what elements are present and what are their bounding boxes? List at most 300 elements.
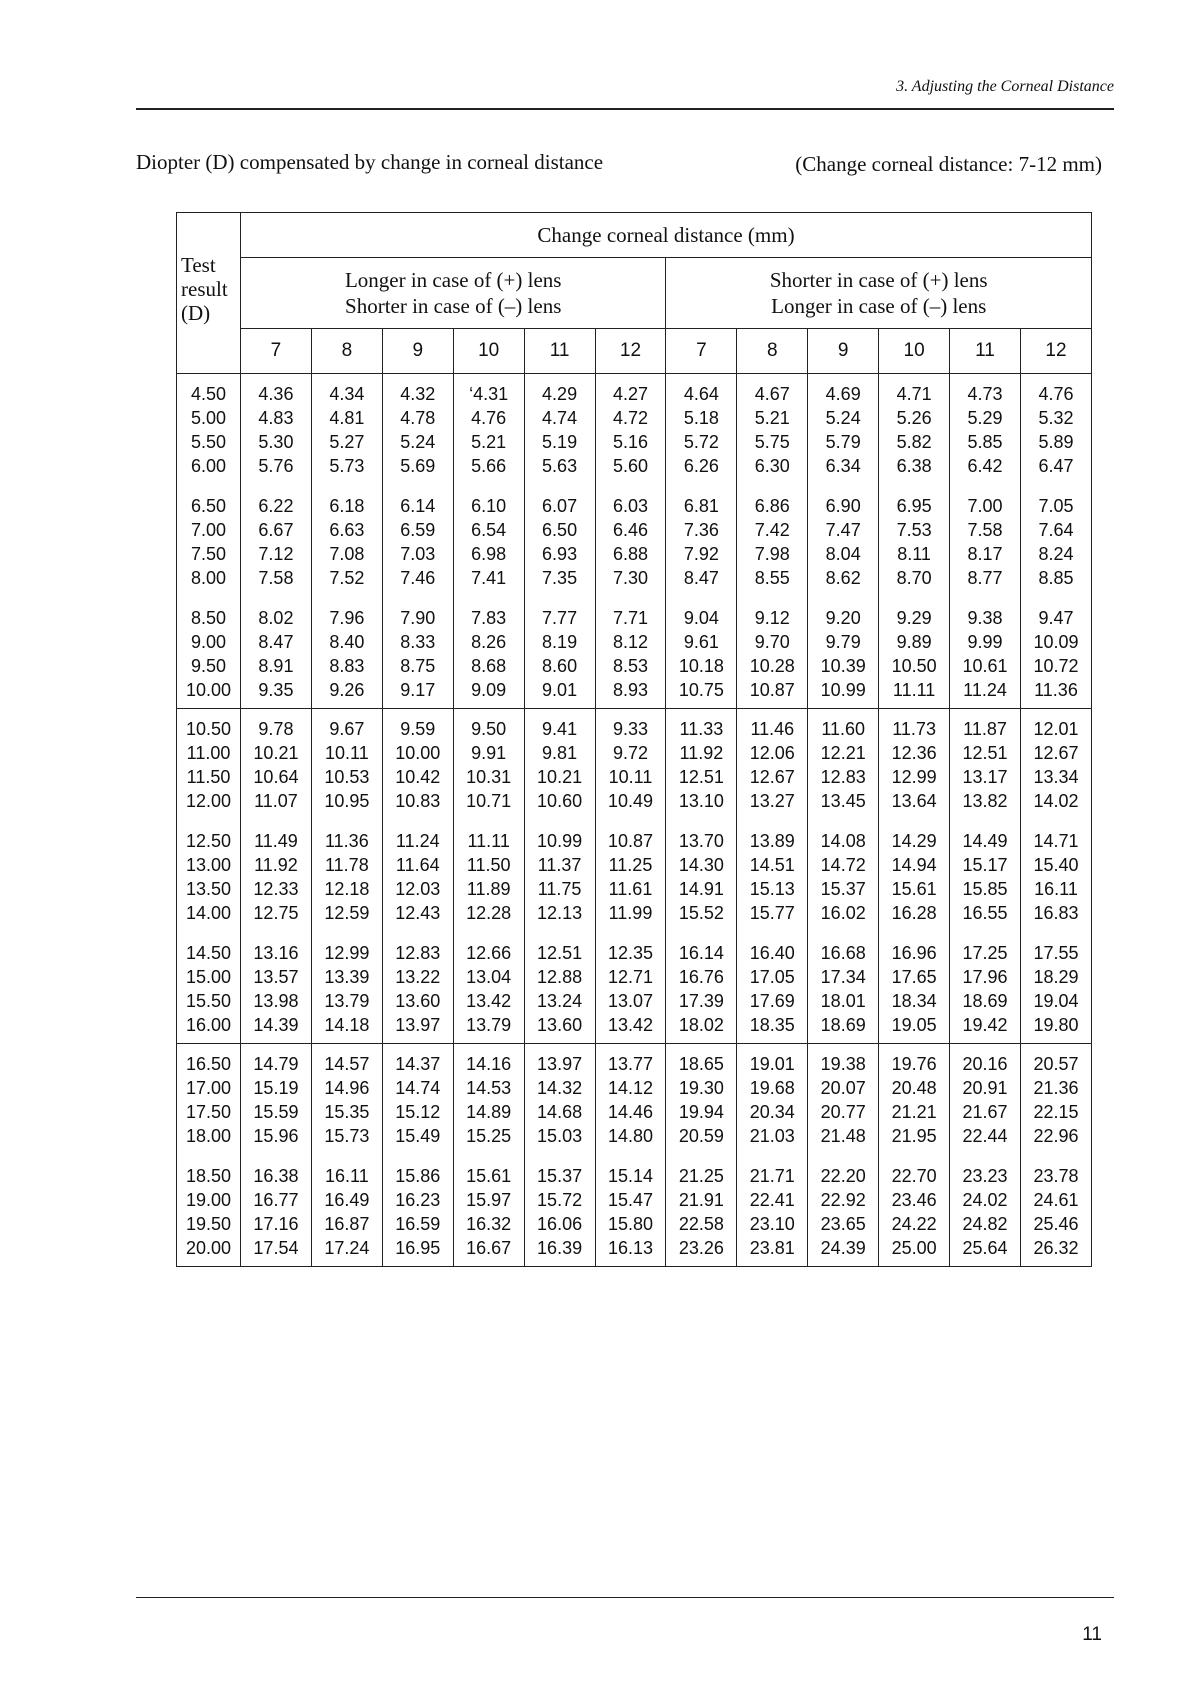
compensated-value: 25.64 — [962, 1238, 1008, 1258]
compensated-value: 7.96 — [329, 608, 365, 628]
compensated-value: 8.33 — [400, 632, 436, 652]
compensated-value: 5.19 — [542, 432, 578, 452]
value-cell — [453, 1044, 524, 1267]
compensated-value: 11.50 — [466, 855, 511, 875]
value-cell — [737, 374, 808, 709]
compensated-value: 18.34 — [891, 991, 937, 1011]
row-group-gap — [808, 478, 878, 494]
test-result-value: 8.50 — [190, 608, 227, 628]
compensated-value: 14.29 — [891, 831, 937, 851]
compensated-value: 4.81 — [329, 408, 365, 428]
compensated-value: 9.70 — [754, 632, 790, 652]
compensated-value: 17.65 — [891, 967, 937, 987]
compensated-value: 12.18 — [324, 879, 370, 899]
compensated-value: 21.48 — [820, 1126, 866, 1146]
compensated-value: 5.29 — [967, 408, 1003, 428]
compensated-value: 13.79 — [324, 991, 370, 1011]
compensated-value: 8.24 — [1038, 544, 1074, 564]
value-cell — [382, 374, 453, 709]
compensated-value: 8.04 — [825, 544, 861, 564]
compensated-value: 12.43 — [395, 903, 441, 923]
test-result-value: 10.50 — [185, 719, 232, 739]
compensated-value: 14.49 — [962, 831, 1008, 851]
compensated-value: 12.36 — [891, 743, 937, 763]
compensated-value: 6.81 — [683, 496, 719, 516]
row-group-gap — [950, 478, 1020, 494]
compensated-value: 10.39 — [820, 656, 866, 676]
compensated-value: 4.83 — [258, 408, 294, 428]
compensated-value: 11.24 — [395, 831, 440, 851]
column-header: 11 — [950, 329, 1021, 374]
compensated-value: 23.81 — [749, 1238, 795, 1258]
compensated-value: 9.47 — [1038, 608, 1074, 628]
test-result-value: 19.50 — [185, 1214, 232, 1234]
compensated-value: 13.45 — [820, 791, 866, 811]
compensated-value: 13.34 — [1033, 767, 1079, 787]
running-header: 3. Adjusting the Corneal Distance — [896, 78, 1114, 95]
value-cell — [808, 374, 879, 709]
compensated-value: 14.16 — [466, 1054, 512, 1074]
row-group-gap — [596, 590, 666, 606]
compensated-value: 10.87 — [749, 680, 795, 700]
compensated-value: 12.83 — [395, 943, 441, 963]
row-group-gap — [1021, 925, 1091, 941]
compensated-value: 15.12 — [395, 1102, 441, 1122]
compensated-value: 20.48 — [891, 1078, 937, 1098]
row-group-gap — [312, 813, 382, 829]
compensated-value: 13.97 — [395, 1015, 441, 1035]
compensated-value: 8.68 — [471, 656, 507, 676]
compensated-value: 15.97 — [466, 1190, 512, 1210]
group-header-line: Longer in case of (+) lens — [344, 268, 562, 292]
compensated-value: 21.67 — [962, 1102, 1008, 1122]
compensated-value: 9.72 — [612, 743, 648, 763]
compensated-value: 23.78 — [1033, 1166, 1079, 1186]
compensated-value: 9.91 — [471, 743, 507, 763]
test-result-value: 14.50 — [185, 943, 232, 963]
compensated-value: 17.34 — [820, 967, 866, 987]
value-cell — [737, 1044, 808, 1267]
compensated-value: 11.24 — [963, 680, 1007, 700]
compensated-value: 5.63 — [542, 456, 578, 476]
compensated-value: 11.11 — [892, 680, 936, 700]
compensated-value: 18.01 — [820, 991, 866, 1011]
compensated-value: 4.64 — [683, 384, 719, 404]
compensated-value: 6.14 — [400, 496, 436, 516]
compensated-value: 13.98 — [253, 991, 299, 1011]
row-group-gap — [596, 925, 666, 941]
compensated-value: 6.59 — [400, 520, 436, 540]
compensated-value: 6.88 — [612, 544, 648, 564]
compensated-value: 4.36 — [258, 384, 294, 404]
compensated-value: 11.36 — [325, 831, 369, 851]
test-result-value: 9.50 — [190, 656, 227, 676]
compensated-value: 15.03 — [537, 1126, 583, 1146]
row-group-gap — [383, 925, 453, 941]
compensated-value: 9.20 — [825, 608, 861, 628]
test-result-cell — [177, 709, 241, 1044]
compensated-value: 6.03 — [612, 496, 648, 516]
compensated-value: 11.99 — [608, 903, 653, 923]
compensated-value: 15.61 — [466, 1166, 512, 1186]
row-group-gap — [241, 813, 311, 829]
compensated-value: 11.92 — [254, 855, 298, 875]
table-section — [177, 709, 1092, 1044]
compensated-value: 6.47 — [1038, 456, 1074, 476]
compensated-value: 14.53 — [466, 1078, 512, 1098]
compensated-value: 9.38 — [967, 608, 1003, 628]
compensated-value: 5.72 — [683, 432, 719, 452]
compensated-value: 16.40 — [749, 943, 795, 963]
test-result-value: 9.00 — [190, 632, 227, 652]
test-result-cell — [177, 374, 241, 709]
column-header: 7 — [241, 329, 312, 374]
compensated-value: 21.25 — [678, 1166, 724, 1186]
row-group-gap — [666, 590, 736, 606]
compensated-value: 4.69 — [825, 384, 861, 404]
compensated-value: 5.66 — [471, 456, 507, 476]
test-result-value: 16.00 — [185, 1015, 232, 1035]
compensated-value: 15.47 — [607, 1190, 653, 1210]
row-group-gap — [454, 1148, 524, 1164]
compensated-value: 15.25 — [466, 1126, 512, 1146]
compensated-value: 9.12 — [754, 608, 790, 628]
compensated-value: 9.04 — [683, 608, 719, 628]
compensated-value: 13.27 — [749, 791, 795, 811]
compensated-value: 7.00 — [967, 496, 1003, 516]
column-header: 10 — [453, 329, 524, 374]
test-result-cell — [177, 1044, 241, 1267]
compensated-value: 10.75 — [678, 680, 724, 700]
table-range-note: (Change corneal distance: 7-12 mm) — [795, 152, 1102, 176]
compensated-value: 6.54 — [471, 520, 507, 540]
compensated-value: 15.52 — [678, 903, 724, 923]
row-group-gap — [454, 925, 524, 941]
compensated-value: 23.10 — [749, 1214, 795, 1234]
test-result-value: 15.50 — [185, 991, 232, 1011]
compensated-value: 6.10 — [471, 496, 507, 516]
compensated-value: 10.21 — [253, 743, 299, 763]
row-group-gap — [525, 925, 595, 941]
compensated-value: 11.92 — [679, 743, 724, 763]
compensated-value: 10.49 — [607, 791, 653, 811]
value-cell — [241, 1044, 312, 1267]
compensated-value: 9.61 — [683, 632, 719, 652]
compensated-value: 6.50 — [542, 520, 578, 540]
compensated-value: 15.73 — [324, 1126, 370, 1146]
row-group-gap — [950, 590, 1020, 606]
compensated-value: 6.46 — [612, 520, 648, 540]
compensated-value: 4.29 — [542, 384, 578, 404]
test-result-value: 14.00 — [185, 903, 232, 923]
compensated-value: 12.66 — [466, 943, 512, 963]
row-group-gap — [666, 1148, 736, 1164]
column-header: 9 — [808, 329, 879, 374]
header-rule — [136, 108, 1114, 110]
compensated-value: 18.02 — [678, 1015, 724, 1035]
compensated-value: 11.11 — [467, 831, 510, 851]
compensated-value: 13.57 — [253, 967, 299, 987]
compensated-value: 7.08 — [329, 544, 365, 564]
value-cell — [595, 374, 666, 709]
compensated-value: 12.21 — [820, 743, 866, 763]
compensated-value: 5.79 — [825, 432, 861, 452]
compensated-value: 5.30 — [258, 432, 294, 452]
compensated-value: 12.75 — [253, 903, 299, 923]
compensated-value: 15.96 — [253, 1126, 299, 1146]
compensated-value: 13.70 — [678, 831, 724, 851]
compensated-value: 12.51 — [537, 943, 583, 963]
compensated-value: 13.22 — [395, 967, 441, 987]
compensated-value: 10.31 — [466, 767, 512, 787]
compensated-value: 10.83 — [395, 791, 441, 811]
compensated-value: 15.85 — [962, 879, 1008, 899]
compensated-value: 8.26 — [471, 632, 507, 652]
compensated-value: 15.72 — [537, 1190, 583, 1210]
compensated-value: 19.04 — [1033, 991, 1079, 1011]
compensated-value: 7.36 — [683, 520, 719, 540]
value-cell — [311, 374, 382, 709]
compensated-value: 10.99 — [537, 831, 583, 851]
compensated-value: 12.33 — [253, 879, 299, 899]
compensated-value: 5.24 — [825, 408, 861, 428]
compensated-value: 24.61 — [1033, 1190, 1079, 1210]
compensated-value: 12.67 — [749, 767, 795, 787]
compensated-value: 16.38 — [253, 1166, 299, 1186]
compensated-value: 6.34 — [825, 456, 861, 476]
compensated-value: 22.58 — [678, 1214, 724, 1234]
compensated-value: 9.33 — [612, 719, 648, 739]
compensated-value: 8.19 — [542, 632, 578, 652]
compensated-value: 9.79 — [825, 632, 861, 652]
compensated-value: 10.64 — [253, 767, 299, 787]
compensated-value: 14.37 — [395, 1054, 441, 1074]
compensated-value: 8.62 — [825, 568, 861, 588]
group-header-line: Longer in case of (–) lens — [771, 294, 987, 318]
compensated-value: 9.59 — [400, 719, 436, 739]
compensated-value: 12.88 — [537, 967, 583, 987]
column-header: 8 — [737, 329, 808, 374]
compensated-value: 7.90 — [400, 608, 436, 628]
value-cell — [1020, 1044, 1091, 1267]
value-cell — [950, 374, 1021, 709]
compensated-value: 20.77 — [820, 1102, 866, 1122]
test-result-value: 16.50 — [185, 1054, 232, 1074]
test-result-header — [177, 213, 241, 374]
compensated-value: 11.78 — [325, 855, 369, 875]
test-result-value: 4.50 — [190, 384, 227, 404]
compensated-value: 24.02 — [962, 1190, 1008, 1210]
value-cell — [1020, 709, 1091, 1044]
compensated-value: 12.13 — [537, 903, 583, 923]
compensated-value: 17.69 — [749, 991, 795, 1011]
compensated-value: 15.13 — [749, 879, 795, 899]
compensated-value: 14.68 — [537, 1102, 583, 1122]
compensated-value: 5.21 — [471, 432, 507, 452]
compensated-value: 5.21 — [754, 408, 790, 428]
compensated-value: 13.89 — [749, 831, 795, 851]
compensated-value: 19.30 — [678, 1078, 724, 1098]
compensated-value: 9.99 — [967, 632, 1003, 652]
row-group-gap — [383, 478, 453, 494]
value-cell — [595, 709, 666, 1044]
row-group-gap — [241, 478, 311, 494]
compensated-value: 7.41 — [471, 568, 507, 588]
compensated-value: 12.59 — [324, 903, 370, 923]
compensated-value: 7.53 — [896, 520, 932, 540]
test-result-value: 6.00 — [190, 456, 227, 476]
compensated-value: 25.00 — [891, 1238, 937, 1258]
compensated-value: 4.27 — [612, 384, 648, 404]
compensated-value: 6.90 — [825, 496, 861, 516]
compensated-value: 4.34 — [329, 384, 365, 404]
compensated-value: 16.96 — [891, 943, 937, 963]
compensated-value: 18.29 — [1033, 967, 1079, 987]
compensated-value: 4.76 — [1038, 384, 1074, 404]
compensated-value: 12.01 — [1033, 719, 1079, 739]
compensated-value: 14.12 — [607, 1078, 653, 1098]
compensated-value: 5.76 — [258, 456, 294, 476]
value-cell — [1020, 374, 1091, 709]
compensated-value: 9.26 — [329, 680, 365, 700]
compensated-value: 8.12 — [612, 632, 648, 652]
compensated-value: 13.64 — [891, 791, 937, 811]
compensated-value: 5.16 — [612, 432, 648, 452]
compensated-value: 20.59 — [678, 1126, 724, 1146]
compensated-value: 22.41 — [749, 1190, 795, 1210]
compensated-value: 21.36 — [1033, 1078, 1079, 1098]
compensated-value: 11.73 — [892, 719, 936, 739]
compensated-value: 14.79 — [253, 1054, 299, 1074]
compensated-value: 18.69 — [820, 1015, 866, 1035]
row-group-gap — [950, 813, 1020, 829]
column-header: 7 — [666, 329, 737, 374]
group-header-line: Shorter in case of (–) lens — [345, 294, 562, 318]
compensated-value: 7.05 — [1038, 496, 1074, 516]
compensated-value: 13.79 — [466, 1015, 512, 1035]
row-group-gap — [454, 590, 524, 606]
compensated-value: 15.59 — [253, 1102, 299, 1122]
compensated-value: 7.58 — [258, 568, 294, 588]
compensated-value: 4.73 — [967, 384, 1003, 404]
compensated-value: 4.78 — [400, 408, 436, 428]
compensated-value: 7.52 — [329, 568, 365, 588]
compensated-value: 21.95 — [891, 1126, 937, 1146]
compensated-value: 22.70 — [891, 1166, 937, 1186]
compensated-value: 6.18 — [329, 496, 365, 516]
row-group-gap — [808, 925, 878, 941]
compensated-value: 10.87 — [607, 831, 653, 851]
compensated-value: 7.46 — [400, 568, 436, 588]
compensated-value: 15.49 — [395, 1126, 441, 1146]
compensated-value: 8.77 — [967, 568, 1003, 588]
compensated-value: 14.91 — [678, 879, 724, 899]
test-result-value: 17.50 — [185, 1102, 232, 1122]
compensated-value: 14.96 — [324, 1078, 370, 1098]
table-caption: Diopter (D) compensated by change in corneal distance — [136, 150, 604, 174]
row-group-gap — [454, 813, 524, 829]
row-group-gap — [177, 590, 240, 606]
compensated-value: 15.37 — [820, 879, 866, 899]
page-number: 11 — [1082, 1624, 1102, 1645]
compensated-value: 6.93 — [542, 544, 578, 564]
compensated-value: 21.03 — [749, 1126, 795, 1146]
compensated-value: 23.65 — [820, 1214, 866, 1234]
compensated-value: 12.35 — [607, 943, 653, 963]
compensated-value: 9.50 — [471, 719, 507, 739]
compensated-value: 21.71 — [749, 1166, 795, 1186]
compensated-value: 11.87 — [963, 719, 1007, 739]
compensated-value: 16.11 — [1034, 879, 1078, 899]
compensated-value: 16.77 — [253, 1190, 299, 1210]
test-result-value: 11.00 — [186, 743, 231, 763]
compensated-value: 12.99 — [324, 943, 370, 963]
compensated-value: 7.71 — [612, 608, 648, 628]
row-group-gap — [879, 925, 949, 941]
compensated-value: 8.60 — [542, 656, 578, 676]
compensated-value: 13.60 — [395, 991, 441, 1011]
compensated-value: 8.75 — [400, 656, 436, 676]
test-result-value: 13.00 — [185, 855, 232, 875]
test-result-value: 5.50 — [190, 432, 227, 452]
compensated-value: 5.27 — [329, 432, 365, 452]
table-section — [177, 374, 1092, 709]
row-group-gap — [312, 925, 382, 941]
compensated-value: 25.46 — [1033, 1214, 1079, 1234]
row-group-gap — [177, 478, 240, 494]
column-header: 11 — [524, 329, 595, 374]
value-cell — [950, 709, 1021, 1044]
compensated-value: 14.46 — [607, 1102, 653, 1122]
row-group-gap — [950, 1148, 1020, 1164]
compensated-value: 8.93 — [612, 680, 648, 700]
row-group-gap — [808, 813, 878, 829]
compensated-value: 23.26 — [678, 1238, 724, 1258]
compensated-value: 8.11 — [897, 544, 931, 564]
compensated-value: 11.64 — [395, 855, 440, 875]
compensated-value: 12.51 — [678, 767, 724, 787]
compensated-value: 16.32 — [466, 1214, 512, 1234]
compensated-value: 11.46 — [750, 719, 795, 739]
compensated-value: 14.57 — [324, 1054, 370, 1074]
change-distance-header: Change corneal distance (mm) — [241, 213, 1092, 258]
value-cell — [879, 1044, 950, 1267]
compensated-value: 19.80 — [1033, 1015, 1079, 1035]
test-result-header-line: Test — [181, 253, 216, 277]
compensated-value: 13.82 — [962, 791, 1008, 811]
row-group-gap — [177, 1148, 240, 1164]
compensated-value: 5.89 — [1038, 432, 1074, 452]
row-group-gap — [1021, 590, 1091, 606]
row-group-gap — [879, 1148, 949, 1164]
compensated-value: 4.72 — [612, 408, 648, 428]
row-group-gap — [312, 478, 382, 494]
compensated-value: 16.39 — [537, 1238, 583, 1258]
compensated-value: 5.75 — [754, 432, 790, 452]
compensated-value: 16.95 — [395, 1238, 441, 1258]
compensated-value: 15.86 — [395, 1166, 441, 1186]
row-group-gap — [950, 925, 1020, 941]
compensated-value: 12.67 — [1033, 743, 1079, 763]
column-header: 8 — [311, 329, 382, 374]
row-group-gap — [737, 925, 807, 941]
compensated-value: 16.59 — [395, 1214, 441, 1234]
compensated-value: 11.49 — [254, 831, 298, 851]
compensated-value: 16.76 — [678, 967, 724, 987]
compensated-value: 9.09 — [471, 680, 507, 700]
compensated-value: 7.83 — [471, 608, 507, 628]
value-cell — [524, 709, 595, 1044]
